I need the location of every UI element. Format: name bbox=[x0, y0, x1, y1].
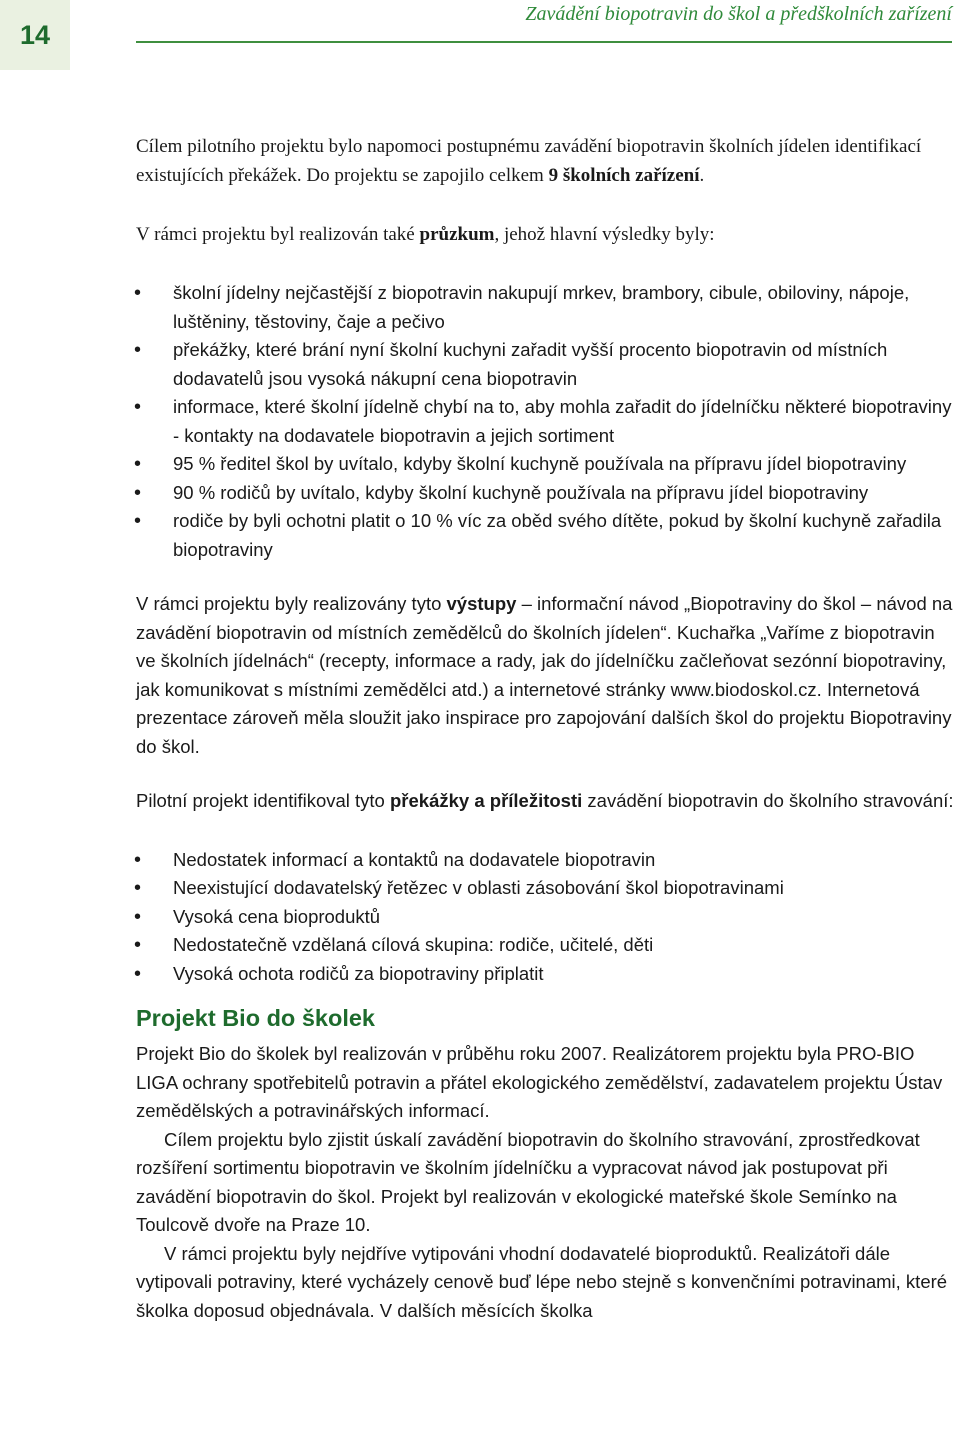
obstacles-intro-text-end: zavádění biopotravin do školního stravování: bbox=[582, 790, 954, 811]
list-item: • Nedostatečně vzdělaná cílová skupina: rodiče, učitelé, děti bbox=[136, 931, 956, 960]
list-item: • Neexistující dodavatelský řetězec v oblasti zásobování škol biopotravinami bbox=[136, 874, 956, 903]
survey-intro-bold: průzkum bbox=[419, 224, 495, 245]
section-paragraph: V rámci projektu byly nejdříve vytipováni vhodní dodavatelé bioproduktů. Realizátoři dále vytipovali potraviny, které vycházely cenově buď lépe nebo stejně s konvenčními potravinami, které školka doposud objednávala. V dalších měsících školka bbox=[136, 1242, 948, 1321]
list-item: • Nedostatek informací a kontaktů na dodavatele biopotravin bbox=[136, 846, 956, 875]
section-paragraph: Projekt Bio do školek byl realizován v průběhu roku 2007. Realizátorem projektu byla PRO-BIO LIGA ochrany spotřebitelů potravin a přátel ekologického zemědělství, zadavatelem projektu Ústav zemědělských a potravinářských informací. bbox=[136, 1043, 943, 1121]
outputs-text: V rámci projektu byly realizovány tyto bbox=[136, 593, 447, 614]
obstacles-intro-text: Pilotní projekt identifikoval tyto bbox=[136, 790, 390, 811]
page-number: 14 bbox=[0, 0, 70, 70]
outputs-paragraph bbox=[136, 590, 956, 761]
obstacles-intro bbox=[136, 787, 956, 816]
intro-text-end: . bbox=[699, 165, 705, 186]
header-rule bbox=[136, 41, 952, 43]
list-item: • rodiče by byli ochotni platit o 10 % víc za oběd svého dítěte, pokud by školní kuchyně zařadila biopotraviny bbox=[136, 507, 956, 564]
outputs-bold: výstupy bbox=[446, 593, 517, 614]
list-item: • 90 % rodičů by uvítalo, kdyby školní kuchyně používala na přípravu jídel biopotraviny bbox=[136, 479, 956, 508]
obstacles-list bbox=[136, 846, 956, 989]
running-title: Zavádění biopotravin do škol a předškolních zařízení bbox=[525, 3, 952, 25]
list-item: • Vysoká ochota rodičů za biopotraviny připlatit bbox=[136, 960, 956, 989]
survey-intro bbox=[136, 220, 956, 249]
page-content bbox=[136, 132, 956, 1325]
intro-bold: 9 školních zařízení bbox=[548, 165, 700, 186]
section-heading: Projekt Bio do školek bbox=[136, 1005, 375, 1031]
page-header bbox=[0, 0, 960, 70]
survey-results-list bbox=[136, 279, 956, 564]
obstacles-intro-bold: překážky a příležitosti bbox=[390, 790, 583, 811]
intro-text: Cílem pilotního projektu bylo napomoci postupnému zavádění biopotravin školních jídelen identifikací existujících překážek. Do projektu se zapojilo celkem bbox=[136, 136, 922, 186]
list-item: • 95 % ředitel škol by uvítalo, kdyby školní kuchyně používala na přípravu jídel biopotraviny bbox=[136, 450, 956, 479]
list-item: • informace, které školní jídelně chybí na to, aby mohla zařadit do jídelníčku některé biopotraviny - kontakty na dodavatele biopotravin a jejich sortiment bbox=[136, 393, 956, 450]
list-item: • školní jídelny nejčastější z biopotravin nakupují mrkev, brambory, cibule, obiloviny, nápoje, luštěniny, těstoviny, čaje a pečivo bbox=[136, 279, 956, 336]
outputs-text-end: – informační návod „Biopotraviny do škol – návod na zavádění biopotravin od místních zemědělců do školních jídelen“. Kuchařka „Vaříme z biopotravin ve školních jídelnách“ (recepty, informace a rady, jak do jídelníčku začleňovat sezónní biopotraviny, jak komunikovat s místními zemědělci atd.) a internetové stránky www.biodoskol.cz. Internetová prezentace zároveň měla sloužit jako inspirace pro zapojování dalších škol do projektu Biopotraviny do škol. bbox=[136, 593, 953, 757]
list-item: • překážky, které brání nyní školní kuchyni zařadit vyšší procento biopotravin od místních dodavatelů jsou vysoká nákupní cena biopotravin bbox=[136, 336, 956, 393]
survey-intro-text-end: , jehož hlavní výsledky byly: bbox=[494, 224, 715, 245]
survey-intro-text: V rámci projektu byl realizován také bbox=[136, 224, 420, 245]
intro-paragraph bbox=[136, 132, 956, 190]
list-item: • Vysoká cena bioproduktů bbox=[136, 903, 956, 932]
section-paragraph: Cílem projektu bylo zjistit úskalí zavádění biopotravin do školního stravování, zprostředkovat rozšíření sortimentu biopotravin ve školním jídelníčku a vypracovat návod jak postupovat při zavádění biopotravin do škol. Projekt byl realizován v ekologické mateřské škole Semínko na Toulcově dvoře na Praze 10. bbox=[136, 1128, 920, 1235]
